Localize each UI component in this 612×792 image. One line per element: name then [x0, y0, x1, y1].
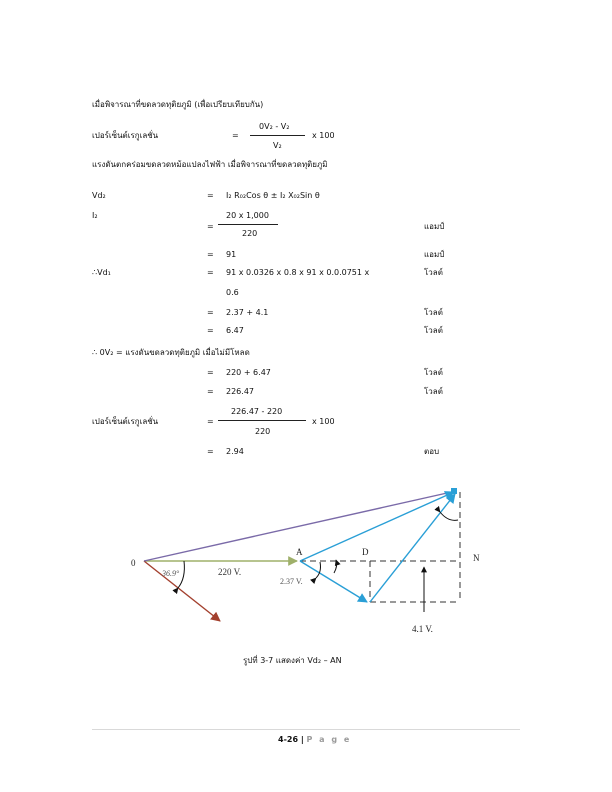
- label-4-1v: 4.1 V.: [412, 624, 433, 634]
- unit-volt: โวลต์: [424, 387, 443, 396]
- ov2-sum: 220 + 6.47: [226, 368, 271, 377]
- unit-volt: โวลต์: [424, 308, 443, 317]
- voltage-drop-result: 6.47: [226, 326, 244, 335]
- i2-denominator: 220: [242, 229, 258, 238]
- equals-sign: =: [207, 191, 214, 200]
- vd1-label: ∴Vd₁: [92, 268, 111, 277]
- ov2-definition: ∴ 0V₂ = แรงดันขดลวดทุติยภูมิ เมื่อไม่มีโหลด: [92, 348, 250, 357]
- equals-sign: =: [207, 222, 214, 231]
- drop-sum: 2.37 + 4.1: [226, 308, 269, 317]
- equals-sign: =: [207, 268, 214, 277]
- ir-drop-phasor: [300, 561, 367, 602]
- equals-sign: =: [207, 308, 214, 317]
- page-separator: |: [298, 735, 307, 744]
- angle-arc-a2: [334, 560, 337, 573]
- i2-label: I₂: [92, 211, 98, 220]
- percent-regulation-label: เปอร์เซ็นต์เรกูเลชั่น: [92, 131, 159, 140]
- answer-value: 2.94: [226, 447, 244, 456]
- label-n: N: [473, 553, 480, 563]
- tip-marker: [451, 488, 457, 494]
- page-footer: [278, 735, 351, 744]
- angle-arc-a: [316, 562, 321, 578]
- current-phasor: [144, 561, 220, 621]
- ov2-value: 226.47: [226, 387, 254, 396]
- label-d: D: [362, 547, 369, 557]
- footer-divider: [92, 729, 520, 730]
- times-100: x 100: [312, 417, 335, 426]
- figure-caption: รูปที่ 3-7 แสดงค่า Vd₂ – AN: [243, 656, 342, 665]
- vd1-formula: 91 x 0.0326 x 0.8 x 91 x 0.0.0751 x: [226, 268, 370, 277]
- equals-sign: =: [207, 417, 214, 426]
- unit-volt: โวลต์: [424, 268, 443, 277]
- equals-sign: =: [207, 250, 214, 259]
- times-100: x 100: [312, 131, 335, 140]
- unit-volt: โวลต์: [424, 368, 443, 377]
- voltage-drop-description: แรงดันตกคร่อมขดลวดหม้อแปลงไฟฟ้า เมื่อพิจารณาที่ขดลวดทุติยภูมิ: [92, 160, 328, 169]
- angle-arc-top: [440, 512, 458, 520]
- page-number: 4-26: [278, 735, 299, 744]
- i2-numerator: 20 x 1,000: [226, 211, 269, 220]
- answer-label: ตอบ: [424, 447, 440, 456]
- fraction-2-numerator: 226.47 - 220: [231, 407, 283, 416]
- equals-sign: =: [207, 326, 214, 335]
- unit-ampere: แอมป์: [424, 250, 445, 259]
- fraction-2-denominator: 220: [255, 427, 271, 436]
- fraction-1-denominator: V₂: [273, 141, 282, 150]
- impedance-drop-phasor: [300, 492, 454, 561]
- unit-volt: โวลต์: [424, 326, 443, 335]
- label-220v: 220 V.: [218, 567, 242, 577]
- heading: เมื่อพิจารณาที่ขดลวดทุติยภูมิ (เพื่อเปรียบเทียบกัน): [92, 100, 264, 109]
- i2-value: 91: [226, 250, 237, 259]
- page-label: P a g e: [306, 735, 352, 744]
- label-origin: 0: [131, 558, 136, 568]
- unit-ampere: แอมป์: [424, 222, 445, 231]
- vd2-label: Vd₂: [92, 191, 106, 200]
- fraction-1-numerator: 0V₂ - V₂: [259, 122, 290, 131]
- vd2-formula: I₂ R₀₂Cos θ ± I₂ X₀₂Sin θ: [226, 191, 320, 200]
- label-2-37v: 2.37 V.: [280, 577, 303, 586]
- equals-sign: =: [232, 131, 239, 140]
- label-a: A: [296, 547, 303, 557]
- equals-sign: =: [207, 387, 214, 396]
- equals-sign: =: [207, 368, 214, 377]
- label-angle: 36.9°: [162, 569, 180, 578]
- equals-sign: =: [207, 447, 214, 456]
- percent-regulation-label: เปอร์เซ็นต์เรกูเลชั่น: [92, 417, 159, 426]
- vd1-continuation: 0.6: [226, 288, 239, 297]
